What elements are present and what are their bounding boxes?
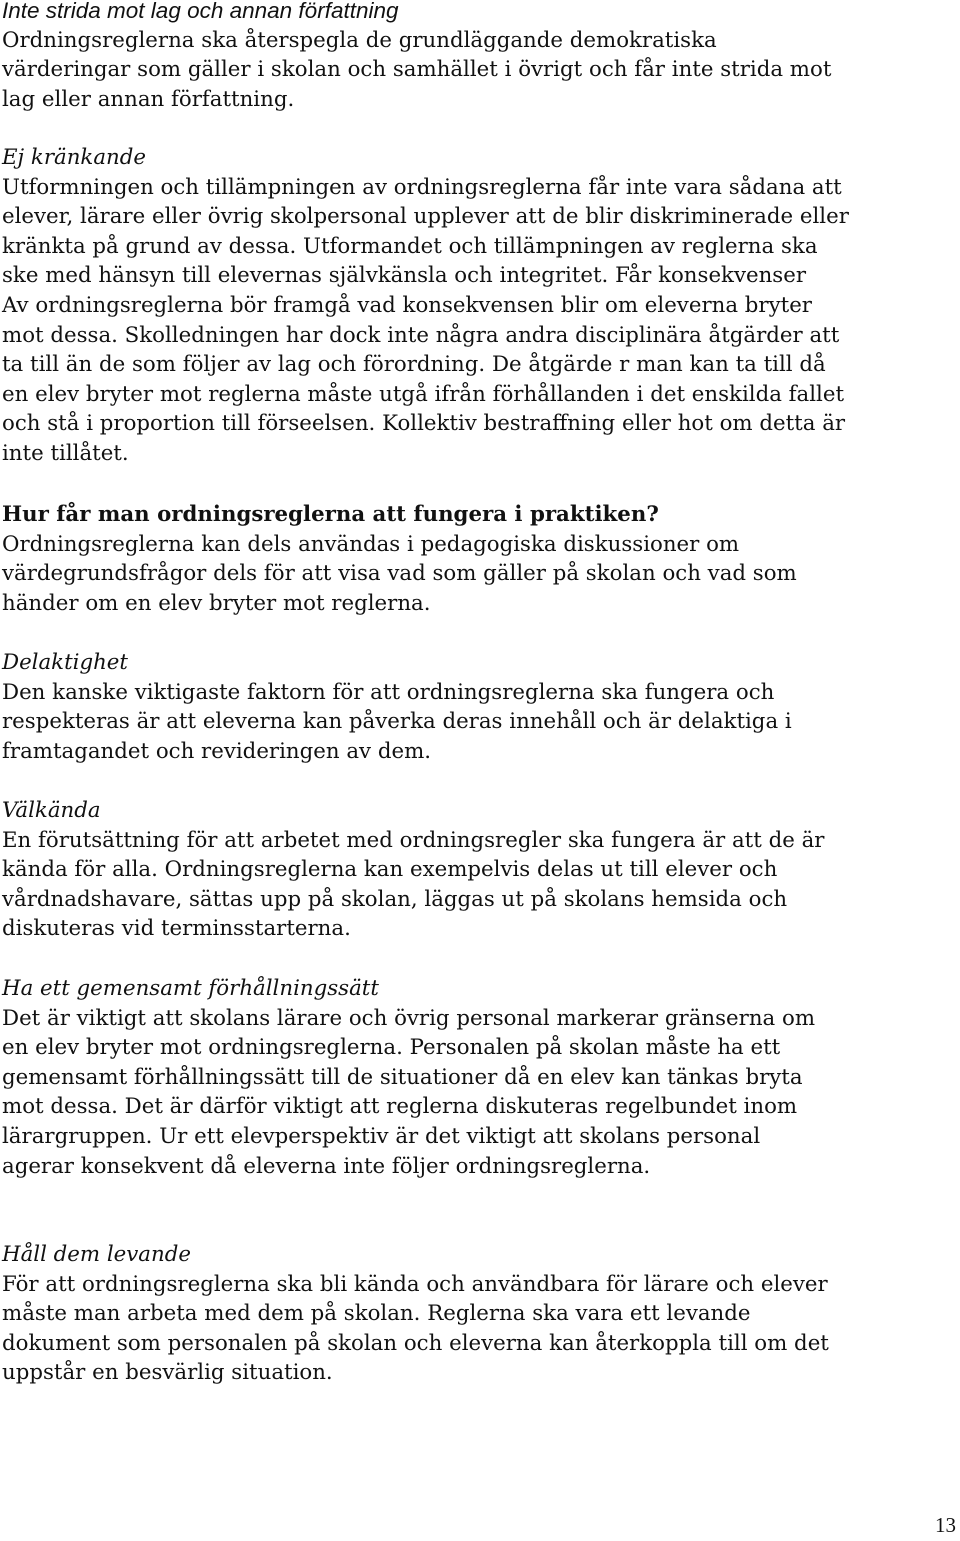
paragraph-line: inte tillåtet. xyxy=(2,440,129,466)
paragraph-line: händer om en elev bryter mot reglerna. xyxy=(2,590,431,616)
paragraph-line: mot dessa. Skolledningen har dock inte några andra disciplinära åtgärder att xyxy=(2,322,840,348)
section-praktiken xyxy=(2,500,958,618)
paragraph-line: dokument som personalen på skolan och eleverna kan återkoppla till om det xyxy=(2,1330,829,1356)
paragraph-line: måste man arbeta med dem på skolan. Reglerna ska vara ett levande xyxy=(2,1301,751,1327)
paragraph-line: och stå i proportion till förseelsen. Kollektiv bestraffning eller hot om detta är xyxy=(2,411,846,437)
section-hall-dem-levande xyxy=(2,1240,958,1388)
paragraph-line: en elev bryter mot reglerna måste utgå ifrån förhållanden i det enskilda fallet xyxy=(2,381,845,407)
section-ej-krankande xyxy=(2,143,958,469)
paragraph-line: framtagandet och revideringen av dem. xyxy=(2,738,432,764)
section-valkanda xyxy=(2,796,958,944)
paragraph-line: Det är viktigt att skolans lärare och övrig personal markerar gränserna om xyxy=(2,1005,816,1031)
section-heading: Ej kränkande xyxy=(2,145,146,170)
section-heading: Håll dem levande xyxy=(2,1242,191,1267)
section-heading: Inte strida mot lag och annan författning xyxy=(2,0,399,23)
page-number: 13 xyxy=(935,1513,956,1537)
paragraph-line: kända för alla. Ordningsreglerna kan exempelvis delas ut till elever och xyxy=(2,857,778,883)
paragraph-line: ta till än de som följer av lag och förordning. De åtgärde r man kan ta till då xyxy=(2,352,826,378)
paragraph-line: gemensamt förhållningssätt till de situationer då en elev kan tänkas bryta xyxy=(2,1064,803,1090)
paragraph-line: Ordningsreglerna ska återspegla de grundläggande demokratiska xyxy=(2,27,717,53)
section-heading: Hur får man ordningsreglerna att fungera i praktiken? xyxy=(2,502,659,527)
paragraph-line: diskuteras vid terminsstarterna. xyxy=(2,916,351,942)
paragraph-line: elever, lärare eller övrig skolpersonal upplever att de blir diskriminerade eller xyxy=(2,204,849,230)
paragraph-line: För att ordningsreglerna ska bli kända och användbara för lärare och elever xyxy=(2,1271,828,1297)
section-delaktighet xyxy=(2,648,958,766)
paragraph-line: uppstår en besvärlig situation. xyxy=(2,1360,333,1386)
section-inte-strida xyxy=(2,0,958,114)
section-heading: Ha ett gemensamt förhållningssätt xyxy=(2,976,379,1001)
paragraph-line: värdegrundsfrågor dels för att visa vad som gäller på skolan och vad som xyxy=(2,561,797,587)
paragraph-line: värderingar som gäller i skolan och samhället i övrigt och får inte strida mot xyxy=(2,57,832,83)
paragraph-line: vårdnadshavare, sättas upp på skolan, läggas ut på skolans hemsida och xyxy=(2,886,788,912)
paragraph-line: Ordningsreglerna kan dels användas i pedagogiska diskussioner om xyxy=(2,531,740,557)
section-heading: Välkända xyxy=(2,798,101,823)
paragraph-line: ske med hänsyn till elevernas självkänsla och integritet. Får konsekvenser xyxy=(2,263,807,289)
paragraph-line: En förutsättning för att arbetet med ordningsregler ska fungera är att de är xyxy=(2,827,825,853)
paragraph-line: Utformningen och tillämpningen av ordningsreglerna får inte vara sådana att xyxy=(2,174,842,200)
paragraph-line: kränkta på grund av dessa. Utformandet och tillämpningen av reglerna ska xyxy=(2,233,818,259)
paragraph-line: lag eller annan författning. xyxy=(2,86,295,112)
paragraph-line: agerar konsekvent då eleverna inte följer ordningsreglerna. xyxy=(2,1153,651,1179)
paragraph-line: en elev bryter mot ordningsreglerna. Personalen på skolan måste ha ett xyxy=(2,1035,781,1061)
section-forhallningssatt xyxy=(2,974,958,1181)
paragraph-line: Den kanske viktigaste faktorn för att ordningsreglerna ska fungera och xyxy=(2,679,775,705)
paragraph-line: lärargruppen. Ur ett elevperspektiv är det viktigt att skolans personal xyxy=(2,1123,761,1149)
section-heading: Delaktighet xyxy=(2,650,128,675)
paragraph-line: respekteras är att eleverna kan påverka deras innehåll och är delaktiga i xyxy=(2,709,792,735)
paragraph-line: mot dessa. Det är därför viktigt att reglerna diskuteras regelbundet inom xyxy=(2,1094,798,1120)
paragraph-line: Av ordningsreglerna bör framgå vad konsekvensen blir om eleverna bryter xyxy=(2,292,812,318)
